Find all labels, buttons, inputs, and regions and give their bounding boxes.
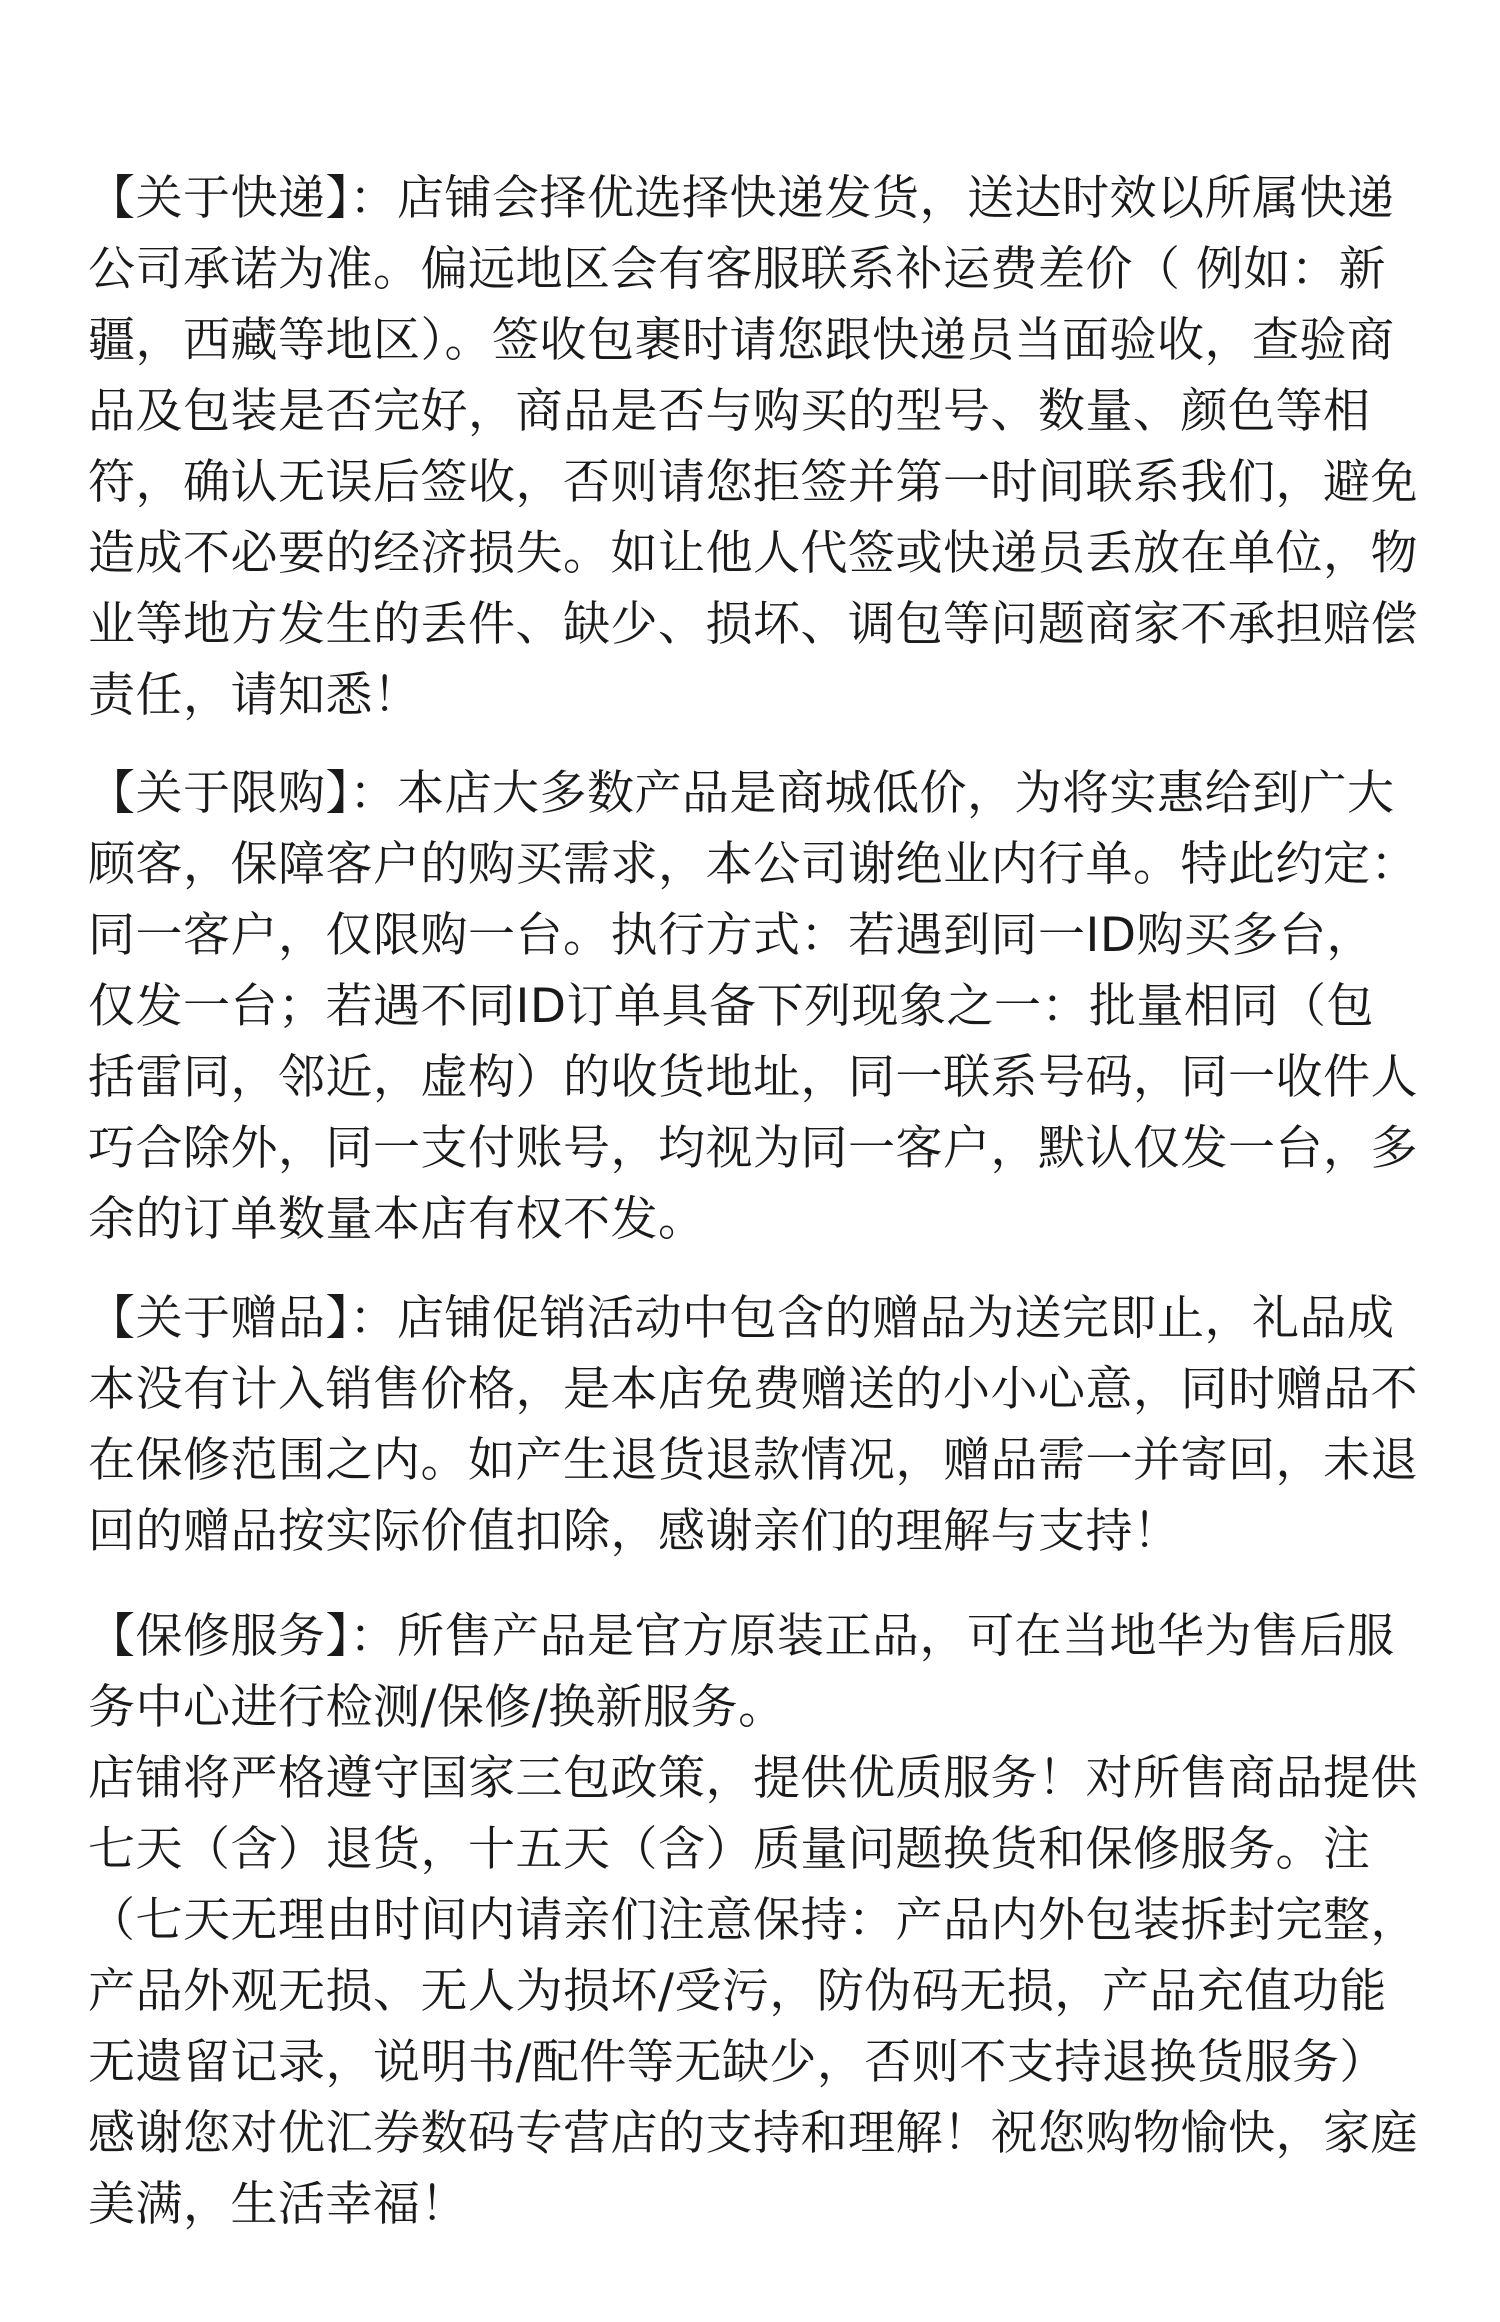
gift-policy-paragraph: 【关于赠品】：店铺促销活动中包含的赠品为送完即止，礼品成本没有计入销售价格，是本店免费赠送的小小心意，同时赠品不在保修范围之内。如产生退货退款情况，赠品需一并寄回，未退回的赠品按实际价值扣除，感谢亲们的理解与支持！ (88, 1291, 1418, 1559)
express-policy-paragraph: 【关于快递】：店铺会择优选择快递发货，送达时效以所属快递公司承诺为准。偏远地区会有客服联系补运费差价（ 例如：新疆，西藏等地区）。签收包裹时请您跟快递员当面验收，查验商品及包装是否完好，商品是否与购买的型号、数量、颜色等相符，确认无误后签收，否则请您拒签并第一时间联系我们，避免造成不必要的经济损失。如让他人代签或快递员丢放在单位，物业等地方发生的丢件、缺少、损坏、调包等问题商家不承担赔偿责任，请知悉！ (88, 171, 1418, 723)
warranty-service-paragraph: 【保修服务】：所售产品是官方原装正品，可在当地华为售后服务中心进行检测/保修/换新服务。 店铺将严格遵守国家三包政策，提供优质服务！对所售商品提供七天（含）退货，十五天（含）质量问题换货和保修服务。注（七天无理由时间内请亲们注意保持：产品内外包装拆封完整，产品外观无损、无人为损坏/受污，防伪码无损，产品充值功能无遗留记录，说明书/配件等无缺少，否则不支持退换货服务）感谢您对优汇券数码专营店的支持和理解！祝您购物愉快，家庭美满，生活幸福！ (88, 1609, 1418, 2232)
purchase-limit-paragraph: 【关于限购】：本店大多数产品是商城低价，为将实惠给到广大顾客，保障客户的购买需求，本公司谢绝业内行单。特此约定：同一客户，仅限购一台。执行方式：若遇到同一ID购买多台，仅发一台；若遇不同ID订单具备下列现象之一：批量相同（包括雷同，邻近，虚构）的收货地址，同一联系号码，同一收件人巧合除外，同一支付账号，均视为同一客户，默认仅发一台，多余的订单数量本店有权不发。 (88, 766, 1418, 1247)
